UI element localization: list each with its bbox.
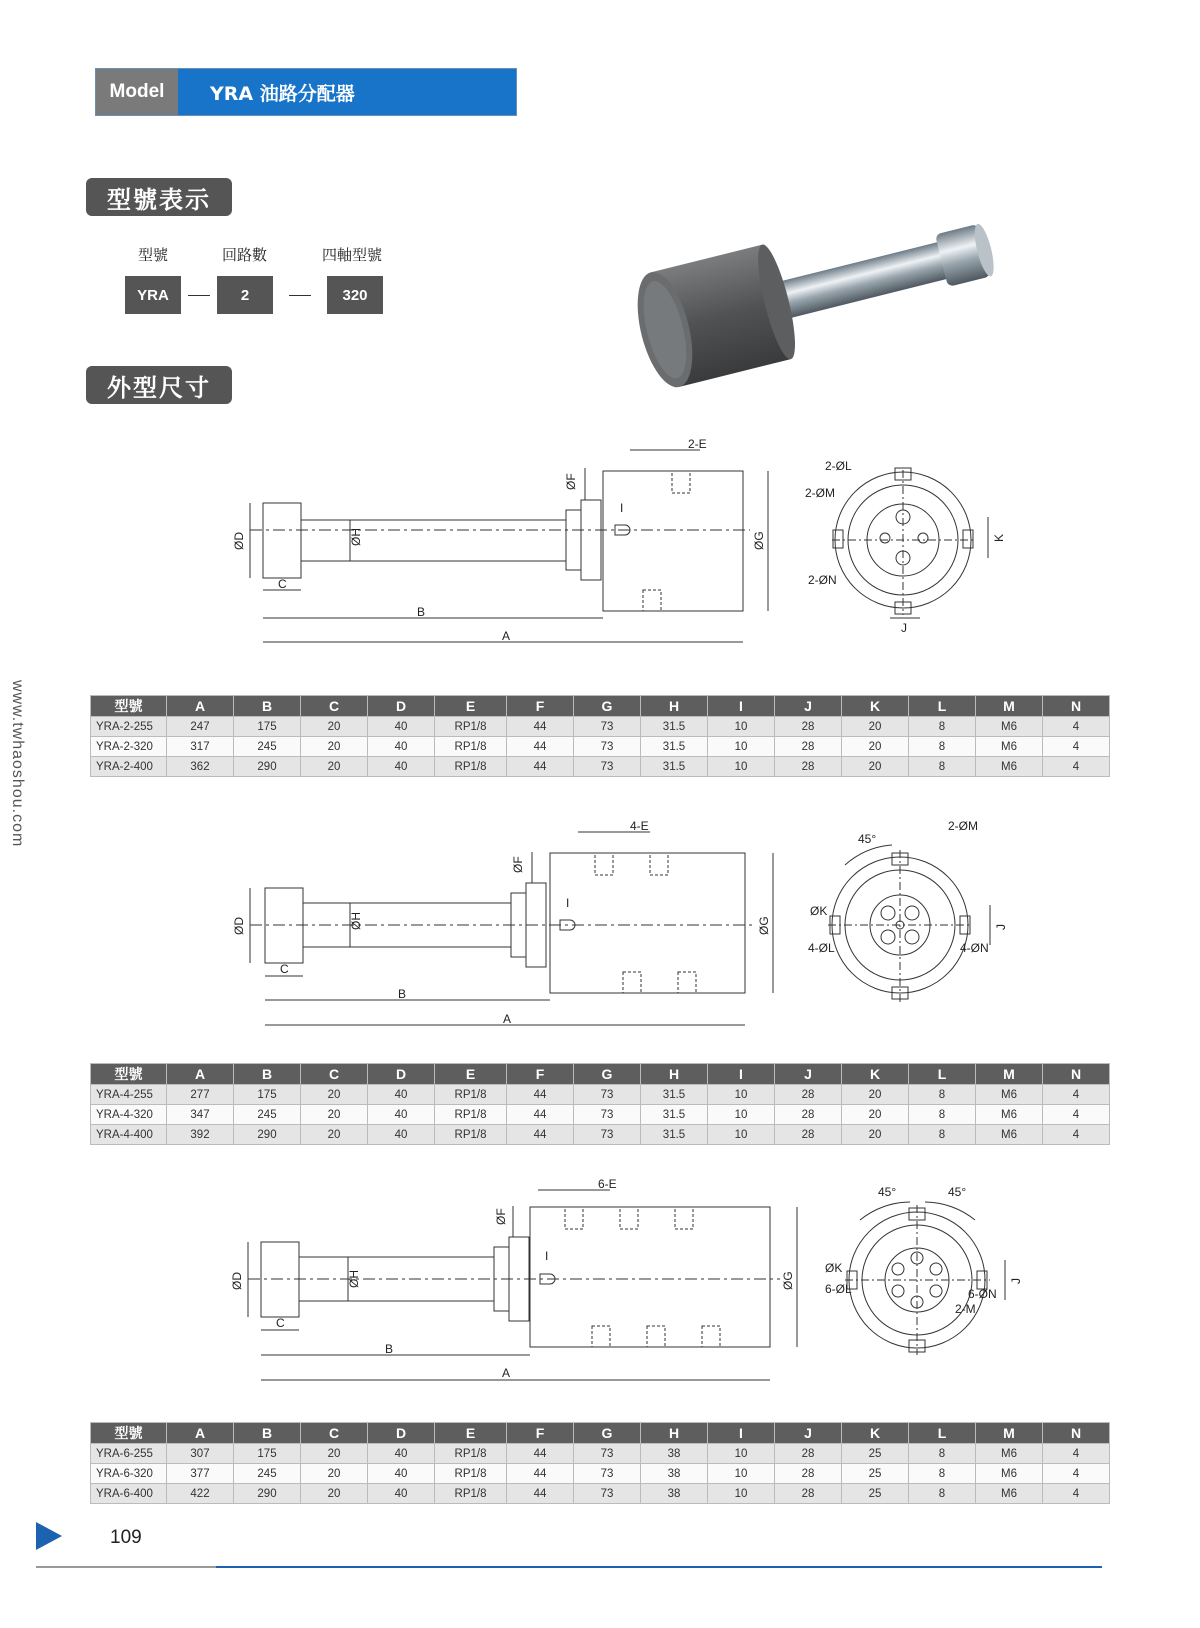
label-angle-right: 45° bbox=[948, 1185, 967, 1199]
table-cell: 40 bbox=[368, 1464, 435, 1484]
table-cell: 245 bbox=[234, 737, 301, 757]
column-header: N bbox=[1043, 1423, 1110, 1444]
label-d: ØD bbox=[232, 532, 246, 550]
section-dimensions: 外型尺寸 bbox=[86, 366, 232, 404]
table-cell: 10 bbox=[708, 737, 775, 757]
table-cell: 245 bbox=[234, 1105, 301, 1125]
page-arrow-icon bbox=[36, 1522, 62, 1550]
column-header: I bbox=[708, 1064, 775, 1085]
table-row bbox=[91, 1125, 1110, 1145]
label-g: ØG bbox=[752, 531, 766, 550]
label-n: 2-ØN bbox=[808, 573, 837, 587]
table-cell: 4 bbox=[1043, 757, 1110, 777]
table-cell: M6 bbox=[976, 1085, 1043, 1105]
table-cell: RP1/8 bbox=[435, 1464, 507, 1484]
table-cell: 44 bbox=[507, 1085, 574, 1105]
table-cell: RP1/8 bbox=[435, 1484, 507, 1504]
column-header: H bbox=[641, 1423, 708, 1444]
label-j: J bbox=[901, 621, 907, 635]
label-n: 6-ØN bbox=[968, 1287, 997, 1301]
table-row bbox=[91, 737, 1110, 757]
table-cell: YRA-2-320 bbox=[91, 737, 167, 757]
table-cell: 362 bbox=[167, 757, 234, 777]
table-cell: 4 bbox=[1043, 1085, 1110, 1105]
table-cell: 20 bbox=[842, 737, 909, 757]
column-header: C bbox=[301, 1423, 368, 1444]
table-cell: 73 bbox=[574, 757, 641, 777]
table-cell: 28 bbox=[775, 757, 842, 777]
table-row bbox=[91, 717, 1110, 737]
table-cell: 20 bbox=[301, 737, 368, 757]
label-m: 2-ØM bbox=[948, 819, 978, 833]
table-cell: 8 bbox=[909, 1085, 976, 1105]
table-cell: 4 bbox=[1043, 717, 1110, 737]
table-cell: 245 bbox=[234, 1464, 301, 1484]
table-cell: RP1/8 bbox=[435, 737, 507, 757]
table-cell: 290 bbox=[234, 757, 301, 777]
label-a: A bbox=[503, 1012, 512, 1026]
table-cell: 38 bbox=[641, 1464, 708, 1484]
table-cell: 347 bbox=[167, 1105, 234, 1125]
table-cell: 290 bbox=[234, 1125, 301, 1145]
table-cell: YRA-6-255 bbox=[91, 1444, 167, 1464]
label-d: ØD bbox=[232, 917, 246, 935]
column-header: G bbox=[574, 1423, 641, 1444]
table-cell: 8 bbox=[909, 1464, 976, 1484]
column-header: 型號 bbox=[91, 1423, 167, 1444]
table-cell: 20 bbox=[301, 757, 368, 777]
column-header: J bbox=[775, 696, 842, 717]
model-title: YRA 油路分配器 bbox=[210, 82, 355, 105]
table-cell: 44 bbox=[507, 1444, 574, 1464]
model-code-label-circuits: 回路數 bbox=[222, 246, 268, 264]
column-header: M bbox=[976, 696, 1043, 717]
table-cell: 73 bbox=[574, 1484, 641, 1504]
label-g: ØG bbox=[781, 1271, 795, 1290]
column-header: D bbox=[368, 1423, 435, 1444]
table-cell: 175 bbox=[234, 1085, 301, 1105]
table-cell: M6 bbox=[976, 737, 1043, 757]
table-cell: 38 bbox=[641, 1444, 708, 1464]
table-row bbox=[91, 757, 1110, 777]
table-row bbox=[91, 1484, 1110, 1504]
column-header: A bbox=[167, 696, 234, 717]
label-l: 4-ØL bbox=[808, 941, 835, 955]
table-cell: 20 bbox=[301, 1484, 368, 1504]
label-k: K bbox=[992, 533, 1006, 542]
model-code-label-type: 型號 bbox=[138, 246, 169, 264]
table-cell: 8 bbox=[909, 757, 976, 777]
table-cell: 290 bbox=[234, 1484, 301, 1504]
table-cell: RP1/8 bbox=[435, 1085, 507, 1105]
column-header: L bbox=[909, 696, 976, 717]
table-cell: M6 bbox=[976, 1484, 1043, 1504]
column-header: K bbox=[842, 1064, 909, 1085]
label-d: ØD bbox=[230, 1272, 244, 1290]
spec-table-6-circuit bbox=[90, 1422, 1110, 1504]
column-header: 型號 bbox=[91, 696, 167, 717]
technical-drawing-6-circuit bbox=[220, 1177, 1023, 1395]
website-watermark: www.twhaoshou.com bbox=[9, 680, 26, 848]
table-cell: 277 bbox=[167, 1085, 234, 1105]
footer-rule-gray bbox=[36, 1566, 216, 1568]
column-header: M bbox=[976, 1064, 1043, 1085]
table-cell: 10 bbox=[708, 1125, 775, 1145]
column-header: D bbox=[368, 696, 435, 717]
column-header: K bbox=[842, 696, 909, 717]
table-cell: 28 bbox=[775, 1464, 842, 1484]
table-cell: 8 bbox=[909, 737, 976, 757]
table-cell: RP1/8 bbox=[435, 1444, 507, 1464]
table-cell: 10 bbox=[708, 1484, 775, 1504]
table-cell: 73 bbox=[574, 1085, 641, 1105]
model-code-separator bbox=[188, 295, 210, 296]
label-k: ØK bbox=[810, 904, 828, 918]
table-cell: 40 bbox=[368, 737, 435, 757]
column-header: C bbox=[301, 1064, 368, 1085]
table-cell: 40 bbox=[368, 1444, 435, 1464]
label-f: ØF bbox=[511, 856, 525, 873]
column-header: B bbox=[234, 1423, 301, 1444]
column-header: J bbox=[775, 1423, 842, 1444]
table-row bbox=[91, 1105, 1110, 1125]
table-cell: YRA-4-255 bbox=[91, 1085, 167, 1105]
table-cell: 4 bbox=[1043, 737, 1110, 757]
table-cell: 20 bbox=[301, 1444, 368, 1464]
table-cell: 10 bbox=[708, 757, 775, 777]
table-cell: 392 bbox=[167, 1125, 234, 1145]
column-header: A bbox=[167, 1064, 234, 1085]
column-header: N bbox=[1043, 696, 1110, 717]
table-cell: 20 bbox=[842, 1085, 909, 1105]
model-code-value-circuits: 2 bbox=[217, 276, 273, 314]
table-row bbox=[91, 1085, 1110, 1105]
table-cell: 28 bbox=[775, 1444, 842, 1464]
table-cell: 247 bbox=[167, 717, 234, 737]
table-cell: 31.5 bbox=[641, 1125, 708, 1145]
table-cell: 8 bbox=[909, 1125, 976, 1145]
table-cell: 20 bbox=[301, 717, 368, 737]
model-tag: Model bbox=[96, 69, 178, 115]
table-cell: RP1/8 bbox=[435, 717, 507, 737]
table-cell: 31.5 bbox=[641, 1085, 708, 1105]
label-h: ØH bbox=[347, 1270, 361, 1288]
table-cell: 307 bbox=[167, 1444, 234, 1464]
table-cell: 73 bbox=[574, 737, 641, 757]
label-l: 2-ØL bbox=[825, 459, 852, 473]
table-cell: 28 bbox=[775, 1085, 842, 1105]
table-cell: YRA-4-320 bbox=[91, 1105, 167, 1125]
table-cell: 31.5 bbox=[641, 737, 708, 757]
table-cell: 175 bbox=[234, 717, 301, 737]
label-b: B bbox=[385, 1342, 394, 1356]
table-cell: 28 bbox=[775, 1125, 842, 1145]
table-cell: 73 bbox=[574, 1125, 641, 1145]
label-c: C bbox=[276, 1316, 285, 1330]
table-cell: M6 bbox=[976, 1105, 1043, 1125]
table-cell: 4 bbox=[1043, 1105, 1110, 1125]
label-m: 2-M bbox=[955, 1302, 976, 1316]
label-h: ØH bbox=[349, 528, 363, 546]
table-cell: 44 bbox=[507, 717, 574, 737]
column-header: E bbox=[435, 696, 507, 717]
table-cell: 44 bbox=[507, 757, 574, 777]
table-cell: 28 bbox=[775, 1484, 842, 1504]
model-code-value-axis: 320 bbox=[327, 276, 383, 314]
table-cell: 8 bbox=[909, 1105, 976, 1125]
table-cell: 31.5 bbox=[641, 757, 708, 777]
table-cell: 28 bbox=[775, 737, 842, 757]
table-cell: 40 bbox=[368, 1085, 435, 1105]
column-header: G bbox=[574, 696, 641, 717]
label-b: B bbox=[417, 605, 426, 619]
table-cell: RP1/8 bbox=[435, 1105, 507, 1125]
table-cell: 4 bbox=[1043, 1125, 1110, 1145]
table-row bbox=[91, 1464, 1110, 1484]
table-cell: 44 bbox=[507, 737, 574, 757]
table-cell: 31.5 bbox=[641, 1105, 708, 1125]
label-ports: 6-E bbox=[598, 1177, 617, 1191]
product-photo bbox=[620, 200, 1010, 375]
label-i: I bbox=[545, 1249, 549, 1263]
column-header: B bbox=[234, 696, 301, 717]
table-cell: 73 bbox=[574, 1464, 641, 1484]
spec-table-4-circuit bbox=[90, 1063, 1110, 1145]
table-cell: 40 bbox=[368, 1484, 435, 1504]
label-m: 2-ØM bbox=[805, 486, 835, 500]
table-cell: 31.5 bbox=[641, 717, 708, 737]
table-cell: 10 bbox=[708, 1105, 775, 1125]
technical-drawing-4-circuit bbox=[220, 820, 1020, 1040]
column-header: N bbox=[1043, 1064, 1110, 1085]
label-n: 4-ØN bbox=[960, 941, 989, 955]
label-i: I bbox=[620, 501, 624, 515]
table-cell: RP1/8 bbox=[435, 1125, 507, 1145]
column-header: B bbox=[234, 1064, 301, 1085]
label-i: I bbox=[566, 896, 570, 910]
spec-table-2-circuit bbox=[90, 695, 1110, 777]
table-row bbox=[91, 1444, 1110, 1464]
table-cell: YRA-6-320 bbox=[91, 1464, 167, 1484]
label-angle-left: 45° bbox=[878, 1185, 897, 1199]
model-code-value-type: YRA bbox=[125, 276, 181, 314]
table-cell: M6 bbox=[976, 717, 1043, 737]
label-l: 6-ØL bbox=[825, 1282, 852, 1296]
table-cell: 10 bbox=[708, 1444, 775, 1464]
label-f: ØF bbox=[564, 473, 578, 490]
label-b: B bbox=[398, 987, 407, 1001]
column-header: I bbox=[708, 1423, 775, 1444]
table-cell: 25 bbox=[842, 1464, 909, 1484]
table-cell: 8 bbox=[909, 1484, 976, 1504]
label-c: C bbox=[278, 577, 287, 591]
table-cell: 20 bbox=[842, 1105, 909, 1125]
table-cell: 73 bbox=[574, 717, 641, 737]
label-angle: 45° bbox=[858, 832, 877, 846]
column-header: K bbox=[842, 1423, 909, 1444]
table-cell: 73 bbox=[574, 1444, 641, 1464]
column-header: D bbox=[368, 1064, 435, 1085]
technical-drawing-2-circuit bbox=[220, 437, 1020, 660]
label-ports: 4-E bbox=[630, 819, 649, 833]
table-cell: M6 bbox=[976, 1444, 1043, 1464]
table-cell: M6 bbox=[976, 757, 1043, 777]
table-cell: 377 bbox=[167, 1464, 234, 1484]
column-header: A bbox=[167, 1423, 234, 1444]
table-cell: 44 bbox=[507, 1105, 574, 1125]
table-cell: 44 bbox=[507, 1125, 574, 1145]
table-cell: 10 bbox=[708, 1085, 775, 1105]
table-cell: 25 bbox=[842, 1444, 909, 1464]
table-cell: 8 bbox=[909, 1444, 976, 1464]
column-header: L bbox=[909, 1423, 976, 1444]
table-cell: 44 bbox=[507, 1484, 574, 1504]
column-header: F bbox=[507, 696, 574, 717]
table-cell: 4 bbox=[1043, 1444, 1110, 1464]
table-cell: 10 bbox=[708, 717, 775, 737]
table-cell: 20 bbox=[842, 757, 909, 777]
model-code-separator bbox=[289, 295, 311, 296]
table-cell: 10 bbox=[708, 1464, 775, 1484]
label-g: ØG bbox=[757, 916, 771, 935]
table-cell: YRA-2-400 bbox=[91, 757, 167, 777]
label-ports: 2-E bbox=[688, 437, 707, 451]
column-header: C bbox=[301, 696, 368, 717]
label-a: A bbox=[502, 1366, 511, 1380]
table-cell: 422 bbox=[167, 1484, 234, 1504]
table-cell: 73 bbox=[574, 1105, 641, 1125]
page-number: 109 bbox=[110, 1527, 142, 1548]
table-cell: 4 bbox=[1043, 1464, 1110, 1484]
table-cell: 20 bbox=[842, 1125, 909, 1145]
column-header: M bbox=[976, 1423, 1043, 1444]
table-cell: 317 bbox=[167, 737, 234, 757]
column-header: 型號 bbox=[91, 1064, 167, 1085]
table-cell: M6 bbox=[976, 1464, 1043, 1484]
table-cell: 40 bbox=[368, 1125, 435, 1145]
table-cell: 8 bbox=[909, 717, 976, 737]
table-cell: 175 bbox=[234, 1444, 301, 1464]
label-k: ØK bbox=[825, 1261, 843, 1275]
table-cell: RP1/8 bbox=[435, 757, 507, 777]
table-cell: 20 bbox=[301, 1085, 368, 1105]
model-header bbox=[95, 68, 517, 116]
table-cell: 20 bbox=[301, 1125, 368, 1145]
model-code-label-axis: 四軸型號 bbox=[322, 246, 383, 264]
table-cell: 4 bbox=[1043, 1484, 1110, 1504]
column-header: J bbox=[775, 1064, 842, 1085]
label-j: J bbox=[1009, 1278, 1023, 1284]
label-c: C bbox=[280, 962, 289, 976]
column-header: F bbox=[507, 1423, 574, 1444]
footer-rule-blue bbox=[216, 1566, 1102, 1568]
table-cell: YRA-4-400 bbox=[91, 1125, 167, 1145]
table-cell: 20 bbox=[301, 1105, 368, 1125]
table-cell: 44 bbox=[507, 1464, 574, 1484]
table-cell: 28 bbox=[775, 1105, 842, 1125]
table-cell: 40 bbox=[368, 757, 435, 777]
label-a: A bbox=[502, 629, 511, 643]
column-header: L bbox=[909, 1064, 976, 1085]
column-header: I bbox=[708, 696, 775, 717]
table-cell: YRA-2-255 bbox=[91, 717, 167, 737]
column-header: G bbox=[574, 1064, 641, 1085]
column-header: H bbox=[641, 696, 708, 717]
table-cell: 40 bbox=[368, 1105, 435, 1125]
column-header: E bbox=[435, 1423, 507, 1444]
column-header: F bbox=[507, 1064, 574, 1085]
label-j: J bbox=[994, 924, 1008, 930]
table-cell: YRA-6-400 bbox=[91, 1484, 167, 1504]
table-cell: M6 bbox=[976, 1125, 1043, 1145]
column-header: H bbox=[641, 1064, 708, 1085]
column-header: E bbox=[435, 1064, 507, 1085]
table-cell: 28 bbox=[775, 717, 842, 737]
table-cell: 20 bbox=[301, 1464, 368, 1484]
section-model-code: 型號表示 bbox=[86, 178, 232, 216]
table-cell: 20 bbox=[842, 717, 909, 737]
label-h: ØH bbox=[349, 912, 363, 930]
table-cell: 40 bbox=[368, 717, 435, 737]
table-cell: 25 bbox=[842, 1484, 909, 1504]
label-f: ØF bbox=[494, 1208, 508, 1225]
table-cell: 38 bbox=[641, 1484, 708, 1504]
